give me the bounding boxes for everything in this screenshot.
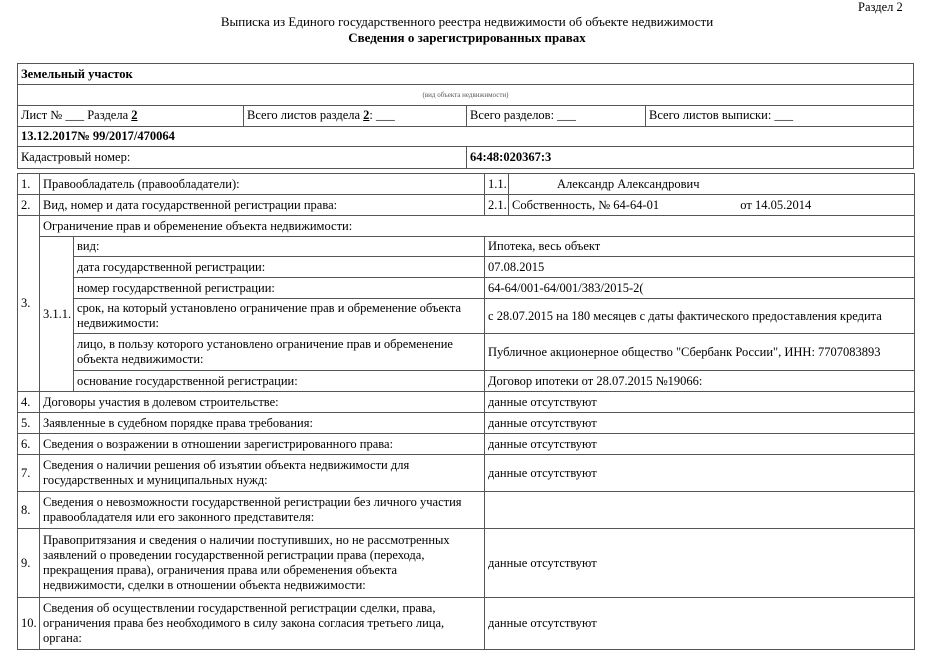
table-row xyxy=(18,492,915,529)
total-sections: Всего разделов: ___ xyxy=(466,106,645,126)
row-value: данные отсутствуют xyxy=(485,455,915,492)
sheet-number xyxy=(18,106,141,126)
row-number: 7. xyxy=(18,455,40,492)
row-number: 9. xyxy=(18,529,40,598)
owner-name: Александр Александрович xyxy=(509,174,915,195)
right-registration-value: Собственность, № 64-64-01 xyxy=(512,197,660,212)
encumbrance-label: дата государственной регистрации: xyxy=(74,257,485,278)
reference-row xyxy=(17,127,914,147)
document-subtitle: Сведения о зарегистрированных правах xyxy=(348,30,586,45)
section-label: Раздел 2 xyxy=(858,0,903,14)
row-number: 3. xyxy=(18,216,40,392)
total-sheets-value: 2 xyxy=(363,108,370,122)
row-number: 1. xyxy=(18,174,40,195)
table-row xyxy=(18,174,915,195)
row-number: 2. xyxy=(18,195,40,216)
reference-number: 13.12.2017№ 99/2017/470064 xyxy=(21,129,175,143)
row-number: 6. xyxy=(18,434,40,455)
total-sheets-blank: : ___ xyxy=(369,108,395,122)
cadastral-row xyxy=(17,147,914,169)
row-number: 10. xyxy=(18,598,40,650)
cadastral-number: 64:48:020367:3 xyxy=(466,147,915,168)
total-sheets-section xyxy=(243,106,466,126)
sheet-section-number: 2 xyxy=(131,108,138,122)
encumbrance-value: 64-64/001-64/001/383/2015-2( xyxy=(485,278,915,299)
object-type-caption: (вид объекта недвижимости) xyxy=(422,91,509,99)
table-row xyxy=(18,392,915,413)
table-row xyxy=(18,529,915,598)
row-number: 4. xyxy=(18,392,40,413)
table-row xyxy=(18,257,915,278)
table-row xyxy=(18,195,915,216)
table-row xyxy=(18,299,915,334)
table-row xyxy=(18,434,915,455)
row-value: данные отсутствуют xyxy=(485,598,915,650)
table-row xyxy=(18,237,915,257)
rights-table xyxy=(17,173,915,650)
row-label: Сведения о возражении в отношении зарегистрированного права: xyxy=(40,434,485,455)
encumbrance-value: с 28.07.2015 на 180 месяцев с даты фактического предоставления кредита xyxy=(485,299,915,334)
encumbrance-label: основание государственной регистрации: xyxy=(74,371,485,392)
sheet-number-label: Лист № ___ Раздела xyxy=(21,108,129,122)
row-label: Вид, номер и дата государственной регистрации права: xyxy=(40,195,485,216)
document-title: Выписка из Единого государственного реестра недвижимости об объекте недвижимости xyxy=(220,14,714,29)
right-registration xyxy=(509,195,915,216)
table-row xyxy=(18,413,915,434)
row-label: Ограничение прав и обременение объекта недвижимости: xyxy=(40,216,915,237)
row-sub-number: 1.1. xyxy=(485,174,509,195)
row-value: данные отсутствуют xyxy=(485,413,915,434)
table-row xyxy=(18,334,915,371)
row-label: Заявленные в судебном порядке права требования: xyxy=(40,413,485,434)
row-label: Сведения о наличии решения об изъятии объекта недвижимости для государственных и муниципальных нужд: xyxy=(40,455,485,492)
encumbrance-value: Публичное акционерное общество "Сбербанк России", ИНН: 7707083893 xyxy=(485,334,915,371)
encumbrance-label: номер государственной регистрации: xyxy=(74,278,485,299)
row-sub-number: 2.1. xyxy=(485,195,509,216)
encumbrance-value: Договор ипотеки от 28.07.2015 №19066: xyxy=(485,371,915,392)
row-value xyxy=(485,492,915,529)
sheet-info-row xyxy=(17,106,914,127)
table-row xyxy=(18,278,915,299)
table-row xyxy=(18,598,915,650)
row-number: 5. xyxy=(18,413,40,434)
total-extract-sheets: Всего листов выписки: ___ xyxy=(645,106,915,126)
row-sub-number: 3.1.1. xyxy=(40,237,74,392)
cadastral-label: Кадастровый номер: xyxy=(21,150,131,164)
table-row xyxy=(18,455,915,492)
encumbrance-label: вид: xyxy=(74,237,485,257)
encumbrance-label: лицо, в пользу которого установлено ограничение прав и обременение объекта недвижимости: xyxy=(74,334,485,371)
object-type-caption-row xyxy=(17,85,914,106)
row-label: Сведения о невозможности государственной регистрации без личного участия правообладателя или его законного представителя: xyxy=(40,492,485,529)
row-label: Правообладатель (правообладатели): xyxy=(40,174,485,195)
row-value: данные отсутствуют xyxy=(485,529,915,598)
row-number: 8. xyxy=(18,492,40,529)
row-value: данные отсутствуют xyxy=(485,392,915,413)
object-type-value: Земельный участок xyxy=(21,67,133,81)
table-row xyxy=(18,371,915,392)
right-registration-date: от 14.05.2014 xyxy=(740,197,812,212)
row-label: Сведения об осуществлении государственной регистрации сделки, права, ограничения права без необходимого в силу закона согласия третьего лица, органа: xyxy=(40,598,485,650)
row-label: Договоры участия в долевом строительстве: xyxy=(40,392,485,413)
object-type-row xyxy=(17,63,914,85)
encumbrance-label: срок, на который установлено ограничение прав и обременение объекта недвижимости: xyxy=(74,299,485,334)
row-label: Правопритязания и сведения о наличии поступивших, но не рассмотренных заявлений о проведении государственной регистрации права (перехода, прекращения права), ограничения права или обременения объекта недвижимости, сделки в отношении объекта недвижимости: xyxy=(40,529,485,598)
encumbrance-value: Ипотека, весь объект xyxy=(485,237,915,257)
row-value: данные отсутствуют xyxy=(485,434,915,455)
encumbrance-value: 07.08.2015 xyxy=(485,257,915,278)
table-row xyxy=(18,216,915,237)
total-sheets-label: Всего листов раздела xyxy=(247,108,361,122)
